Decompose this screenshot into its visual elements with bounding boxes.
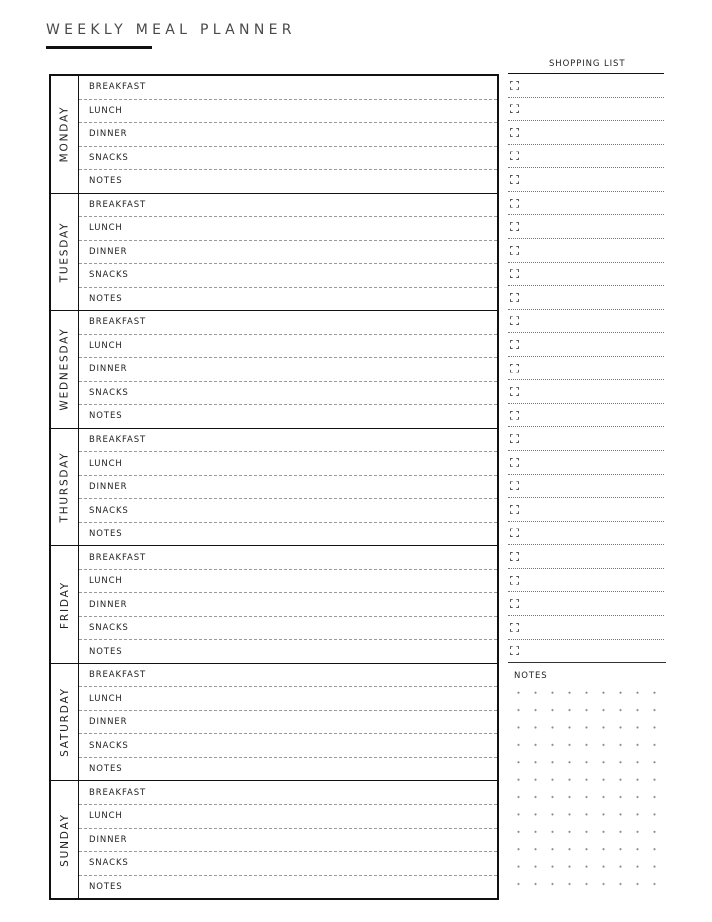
- meal-row-snacks[interactable]: SNACKS: [79, 263, 497, 287]
- meal-rows: [79, 76, 497, 193]
- day-label: [51, 194, 79, 311]
- shopping-list-item[interactable]: [508, 333, 664, 357]
- meal-row-notes[interactable]: NOTES: [79, 522, 497, 546]
- shopping-list-divider: [508, 662, 666, 663]
- checkbox-icon[interactable]: [510, 458, 519, 467]
- meal-row-breakfast[interactable]: BREAKFAST: [89, 199, 147, 210]
- checkbox-icon[interactable]: [510, 199, 519, 208]
- notes-dot-grid[interactable]: [510, 684, 670, 900]
- day-name: MONDAY: [58, 105, 71, 163]
- meal-row-breakfast[interactable]: BREAKFAST: [89, 82, 147, 93]
- meal-row-breakfast[interactable]: BREAKFAST: [89, 787, 147, 798]
- meal-row-dinner[interactable]: DINNER: [79, 592, 497, 616]
- shopping-list-item[interactable]: [508, 121, 664, 145]
- day-label: [51, 76, 79, 193]
- day-label: [51, 311, 79, 428]
- meal-row-notes[interactable]: NOTES: [79, 757, 497, 781]
- meal-row-lunch[interactable]: LUNCH: [79, 99, 497, 123]
- checkbox-icon[interactable]: [510, 340, 519, 349]
- checkbox-icon[interactable]: [510, 599, 519, 608]
- day-label: [51, 546, 79, 663]
- checkbox-icon[interactable]: [510, 316, 519, 325]
- shopping-list-title: SHOPPING LIST: [549, 59, 626, 69]
- shopping-list-item[interactable]: [508, 498, 664, 522]
- meal-rows: [79, 311, 497, 428]
- meal-row-notes[interactable]: NOTES: [79, 287, 497, 311]
- shopping-list-item[interactable]: [508, 357, 664, 381]
- shopping-list-item[interactable]: [508, 263, 664, 287]
- shopping-list-item[interactable]: [508, 380, 664, 404]
- planner-grid: [49, 74, 499, 900]
- day-label: [51, 664, 79, 781]
- shopping-list-item[interactable]: [508, 592, 664, 616]
- meal-row-breakfast[interactable]: BREAKFAST: [89, 670, 147, 681]
- meal-rows: [79, 194, 497, 311]
- shopping-list-item[interactable]: [508, 98, 664, 122]
- meal-rows: [79, 664, 497, 781]
- shopping-list-item[interactable]: [508, 475, 664, 499]
- checkbox-icon[interactable]: [510, 293, 519, 302]
- meal-row-lunch[interactable]: LUNCH: [79, 804, 497, 828]
- checkbox-icon[interactable]: [510, 175, 519, 184]
- meal-row-lunch[interactable]: LUNCH: [79, 334, 497, 358]
- checkbox-icon[interactable]: [510, 387, 519, 396]
- checkbox-icon[interactable]: [510, 246, 519, 255]
- meal-row-lunch[interactable]: LUNCH: [79, 569, 497, 593]
- meal-row-dinner[interactable]: DINNER: [79, 122, 497, 146]
- checkbox-icon[interactable]: [510, 222, 519, 231]
- checkbox-icon[interactable]: [510, 151, 519, 160]
- shopping-list: [508, 74, 664, 663]
- shopping-list-item[interactable]: [508, 404, 664, 428]
- day-label: [51, 781, 79, 898]
- day-section-tuesday: [51, 193, 497, 311]
- checkbox-icon[interactable]: [510, 481, 519, 490]
- shopping-list-item[interactable]: [508, 427, 664, 451]
- day-section-friday: [51, 545, 497, 663]
- meal-row-notes[interactable]: NOTES: [79, 639, 497, 663]
- day-section-saturday: [51, 663, 497, 781]
- meal-row-dinner[interactable]: DINNER: [79, 240, 497, 264]
- shopping-list-item[interactable]: [508, 616, 664, 640]
- shopping-list-item[interactable]: [508, 545, 664, 569]
- shopping-list-item[interactable]: [508, 215, 664, 239]
- page-title: WEEKLY MEAL PLANNER: [46, 22, 296, 38]
- meal-row-snacks[interactable]: SNACKS: [79, 498, 497, 522]
- checkbox-icon[interactable]: [510, 269, 519, 278]
- day-name: THURSDAY: [58, 451, 71, 523]
- shopping-list-item[interactable]: [508, 286, 664, 310]
- checkbox-icon[interactable]: [510, 364, 519, 373]
- shopping-list-item[interactable]: [508, 451, 664, 475]
- meal-row-snacks[interactable]: SNACKS: [79, 851, 497, 875]
- meal-rows: [79, 781, 497, 898]
- checkbox-icon[interactable]: [510, 411, 519, 420]
- meal-rows: [79, 546, 497, 663]
- title-underline: [46, 46, 152, 49]
- day-section-thursday: [51, 428, 497, 546]
- shopping-list-item[interactable]: [508, 310, 664, 334]
- checkbox-icon[interactable]: [510, 505, 519, 514]
- meal-row-breakfast[interactable]: BREAKFAST: [89, 552, 147, 563]
- checkbox-icon[interactable]: [510, 434, 519, 443]
- meal-row-snacks[interactable]: SNACKS: [79, 381, 497, 405]
- meal-row-notes[interactable]: NOTES: [79, 875, 497, 899]
- checkbox-icon[interactable]: [510, 552, 519, 561]
- checkbox-icon[interactable]: [510, 623, 519, 632]
- checkbox-icon[interactable]: [510, 81, 519, 90]
- checkbox-icon[interactable]: [510, 528, 519, 537]
- shopping-list-item[interactable]: [508, 168, 664, 192]
- meal-rows: [79, 429, 497, 546]
- day-section-sunday: [51, 780, 497, 898]
- checkbox-icon[interactable]: [510, 104, 519, 113]
- meal-row-dinner[interactable]: DINNER: [79, 828, 497, 852]
- day-section-monday: [51, 76, 497, 193]
- shopping-list-item[interactable]: [508, 145, 664, 169]
- shopping-list-item[interactable]: [508, 522, 664, 546]
- checkbox-icon[interactable]: [510, 128, 519, 137]
- shopping-list-item[interactable]: [508, 74, 664, 98]
- day-name: WEDNESDAY: [58, 327, 71, 412]
- meal-row-lunch[interactable]: LUNCH: [79, 216, 497, 240]
- shopping-list-item[interactable]: [508, 569, 664, 593]
- meal-row-dinner[interactable]: DINNER: [79, 475, 497, 499]
- day-name: TUESDAY: [58, 221, 71, 283]
- meal-row-dinner[interactable]: DINNER: [79, 710, 497, 734]
- day-label: [51, 429, 79, 546]
- shopping-list-item[interactable]: [508, 239, 664, 263]
- meal-row-notes[interactable]: NOTES: [79, 169, 497, 193]
- meal-row-dinner[interactable]: DINNER: [79, 357, 497, 381]
- meal-row-breakfast[interactable]: BREAKFAST: [89, 434, 147, 445]
- meal-row-snacks[interactable]: SNACKS: [79, 616, 497, 640]
- meal-row-lunch[interactable]: LUNCH: [79, 451, 497, 475]
- notes-title: NOTES: [514, 671, 548, 681]
- checkbox-icon[interactable]: [510, 576, 519, 585]
- meal-row-lunch[interactable]: LUNCH: [79, 686, 497, 710]
- day-name: SATURDAY: [58, 687, 71, 758]
- day-name: SUNDAY: [58, 812, 71, 867]
- shopping-list-item[interactable]: [508, 640, 664, 664]
- meal-row-snacks[interactable]: SNACKS: [79, 146, 497, 170]
- meal-row-breakfast[interactable]: BREAKFAST: [89, 317, 147, 328]
- shopping-list-item[interactable]: [508, 192, 664, 216]
- day-section-wednesday: [51, 310, 497, 428]
- checkbox-icon[interactable]: [510, 646, 519, 655]
- meal-row-snacks[interactable]: SNACKS: [79, 733, 497, 757]
- meal-row-notes[interactable]: NOTES: [79, 404, 497, 428]
- day-name: FRIDAY: [58, 580, 71, 629]
